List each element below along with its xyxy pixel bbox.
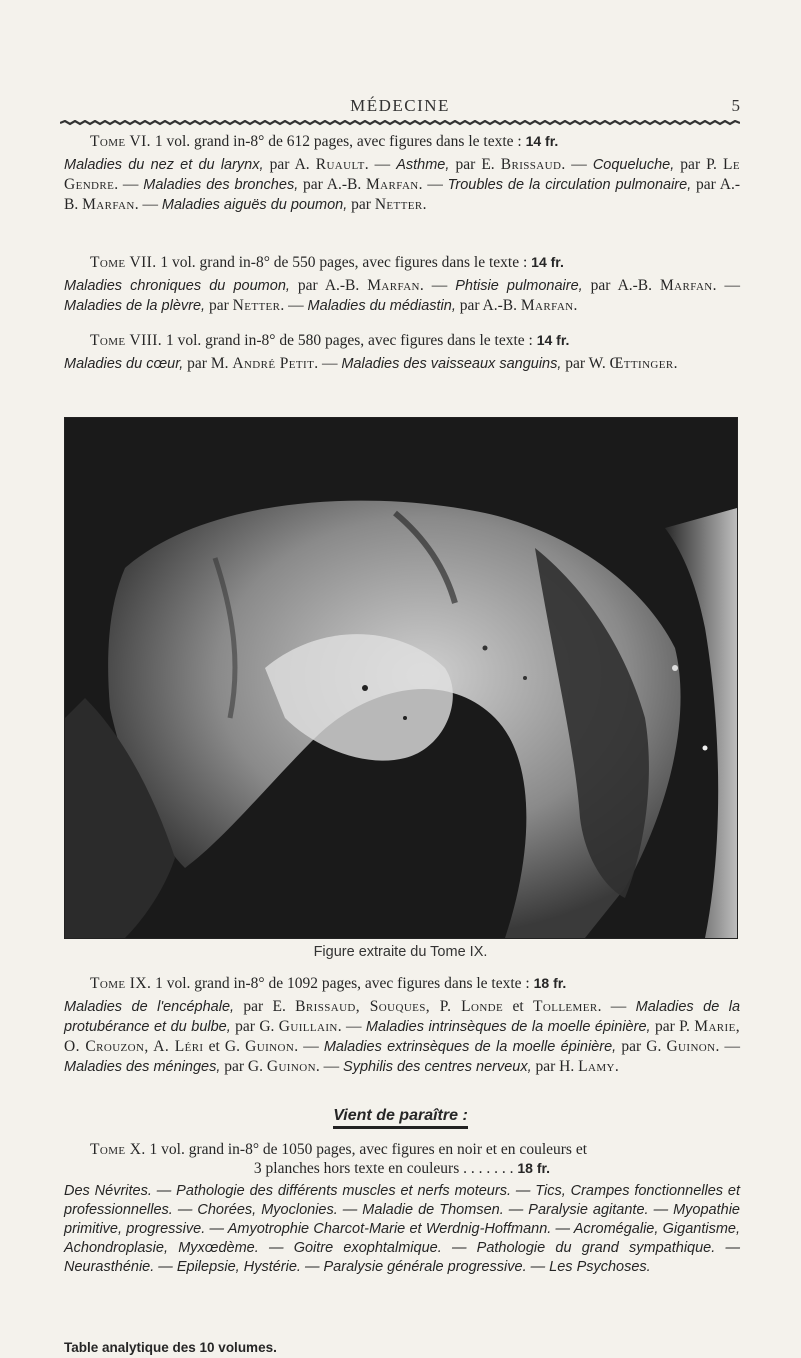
figure-caption: Figure extraite du Tome IX.	[313, 944, 488, 960]
tome-7-price: 14 fr.	[531, 254, 564, 270]
page-number: 5	[731, 96, 740, 115]
histology-figure	[65, 418, 737, 938]
tome-10-heading	[64, 1140, 740, 1159]
running-title: MÉDECINE	[350, 96, 450, 115]
table-analytique: Table analytique des 10 volumes.	[64, 1340, 277, 1355]
forthcoming-heading	[0, 1107, 801, 1125]
figure-photograph	[64, 417, 738, 939]
tome-10-heading-line2: 3 planches hors texte en couleurs . . . . . . . 18 fr.	[253, 1160, 551, 1177]
tome-6-heading	[64, 132, 740, 151]
tome-9-desc: 1 vol. grand in-8° de 1092 pages, avec figures dans le texte :	[151, 975, 534, 992]
tome-9-entry	[64, 974, 740, 1077]
tome-8-contents: Maladies du cœur, par M. André Petit. — Maladies des vaisseaux sanguins, par W. Œttinger.	[64, 355, 678, 372]
tome-8-entry	[64, 331, 740, 374]
tome-9-label: Tome IX.	[90, 975, 152, 992]
ornamental-rule	[60, 120, 740, 126]
tome-8-price: 14 fr.	[536, 332, 570, 348]
tome-6-price: 14 fr.	[525, 133, 559, 149]
tome-7-desc: 1 vol. grand in-8° de 550 pages, avec figures dans le texte :	[156, 254, 532, 271]
tome-10-desc: 1 vol. grand in-8° de 1050 pages, avec figures en noir et en couleurs et	[145, 1141, 588, 1158]
tome-10-price: 18 fr.	[517, 1160, 551, 1176]
tome-7-entry	[64, 253, 740, 316]
tome-10-entry	[64, 1140, 740, 1277]
tome-10-label: Tome X.	[90, 1141, 146, 1158]
tome-8-desc: 1 vol. grand in-8° de 580 pages, avec figures dans le texte :	[162, 332, 537, 349]
tome-7-heading	[64, 253, 740, 272]
tome-6-entry	[64, 132, 740, 215]
tome-6-label: Tome VI.	[90, 133, 151, 150]
tome-9-heading	[64, 974, 740, 993]
tome-9-price: 18 fr.	[533, 975, 567, 991]
tome-7-contents: Maladies chroniques du poumon, par A.-B. Marfan. — Phtisie pulmonaire, par A.-B. Marfan. — Maladies de la plèvre, par Netter. — Maladies du médiastin, par A.-B. Marfan.	[64, 277, 741, 314]
tome-6-contents: Maladies du nez et du larynx, par A. Ruault. — Asthme, par E. Brissaud. — Coqueluche, par P. Le Gendre. — Maladies des bronches, par A.-B. Marfan. — Troubles de la circulation pulmonaire, par A.-B. Marfan. — Maladies aiguës du poumon, par Netter.	[64, 156, 740, 213]
page-header	[60, 96, 740, 118]
tome-8-label: Tome VIII.	[90, 332, 163, 349]
vient-de-paraitre: Vient de paraître :	[333, 1107, 468, 1129]
tome-10-contents: Des Névrites. — Pathologie des différents muscles et nerfs moteurs. — Tics, Crampes fonctionnelles et professionnelles. — Chorées, Myoclonies. — Maladie de Thomsen. — Paralysie agitante. — Myopathie primitive, progressive. — Amyotrophie Charcot-Marie et Werdnig-Hoffmann. — Acromégalie, Gigantisme, Achondroplasie, Myxœdème. — Goitre exophtalmique. — Pathologie du grand sympathique. — Neurasthénie. — Epilepsie, Hystérie. — Paralysie générale progressive. — Les Psychoses.	[64, 1183, 740, 1275]
tome-9-contents: Maladies de l'encéphale, par E. Brissaud, Souques, P. Londe et Tollemer. — Maladies de la protubérance et du bulbe, par G. Guillain. — Maladies intrinsèques de la moelle épinière, par P. Marie, O. Crouzon, A. Léri et G. Guinon. — Maladies extrinsèques de la moelle épinière, par G. Guinon. — Maladies des méninges, par G. Guinon. — Syphilis des centres nerveux, par H. Lamy.	[64, 998, 741, 1075]
tome-7-label: Tome VII.	[90, 254, 157, 271]
tome-8-heading	[64, 331, 740, 350]
tome-6-desc: 1 vol. grand in-8° de 612 pages, avec figures dans le texte :	[150, 133, 526, 150]
